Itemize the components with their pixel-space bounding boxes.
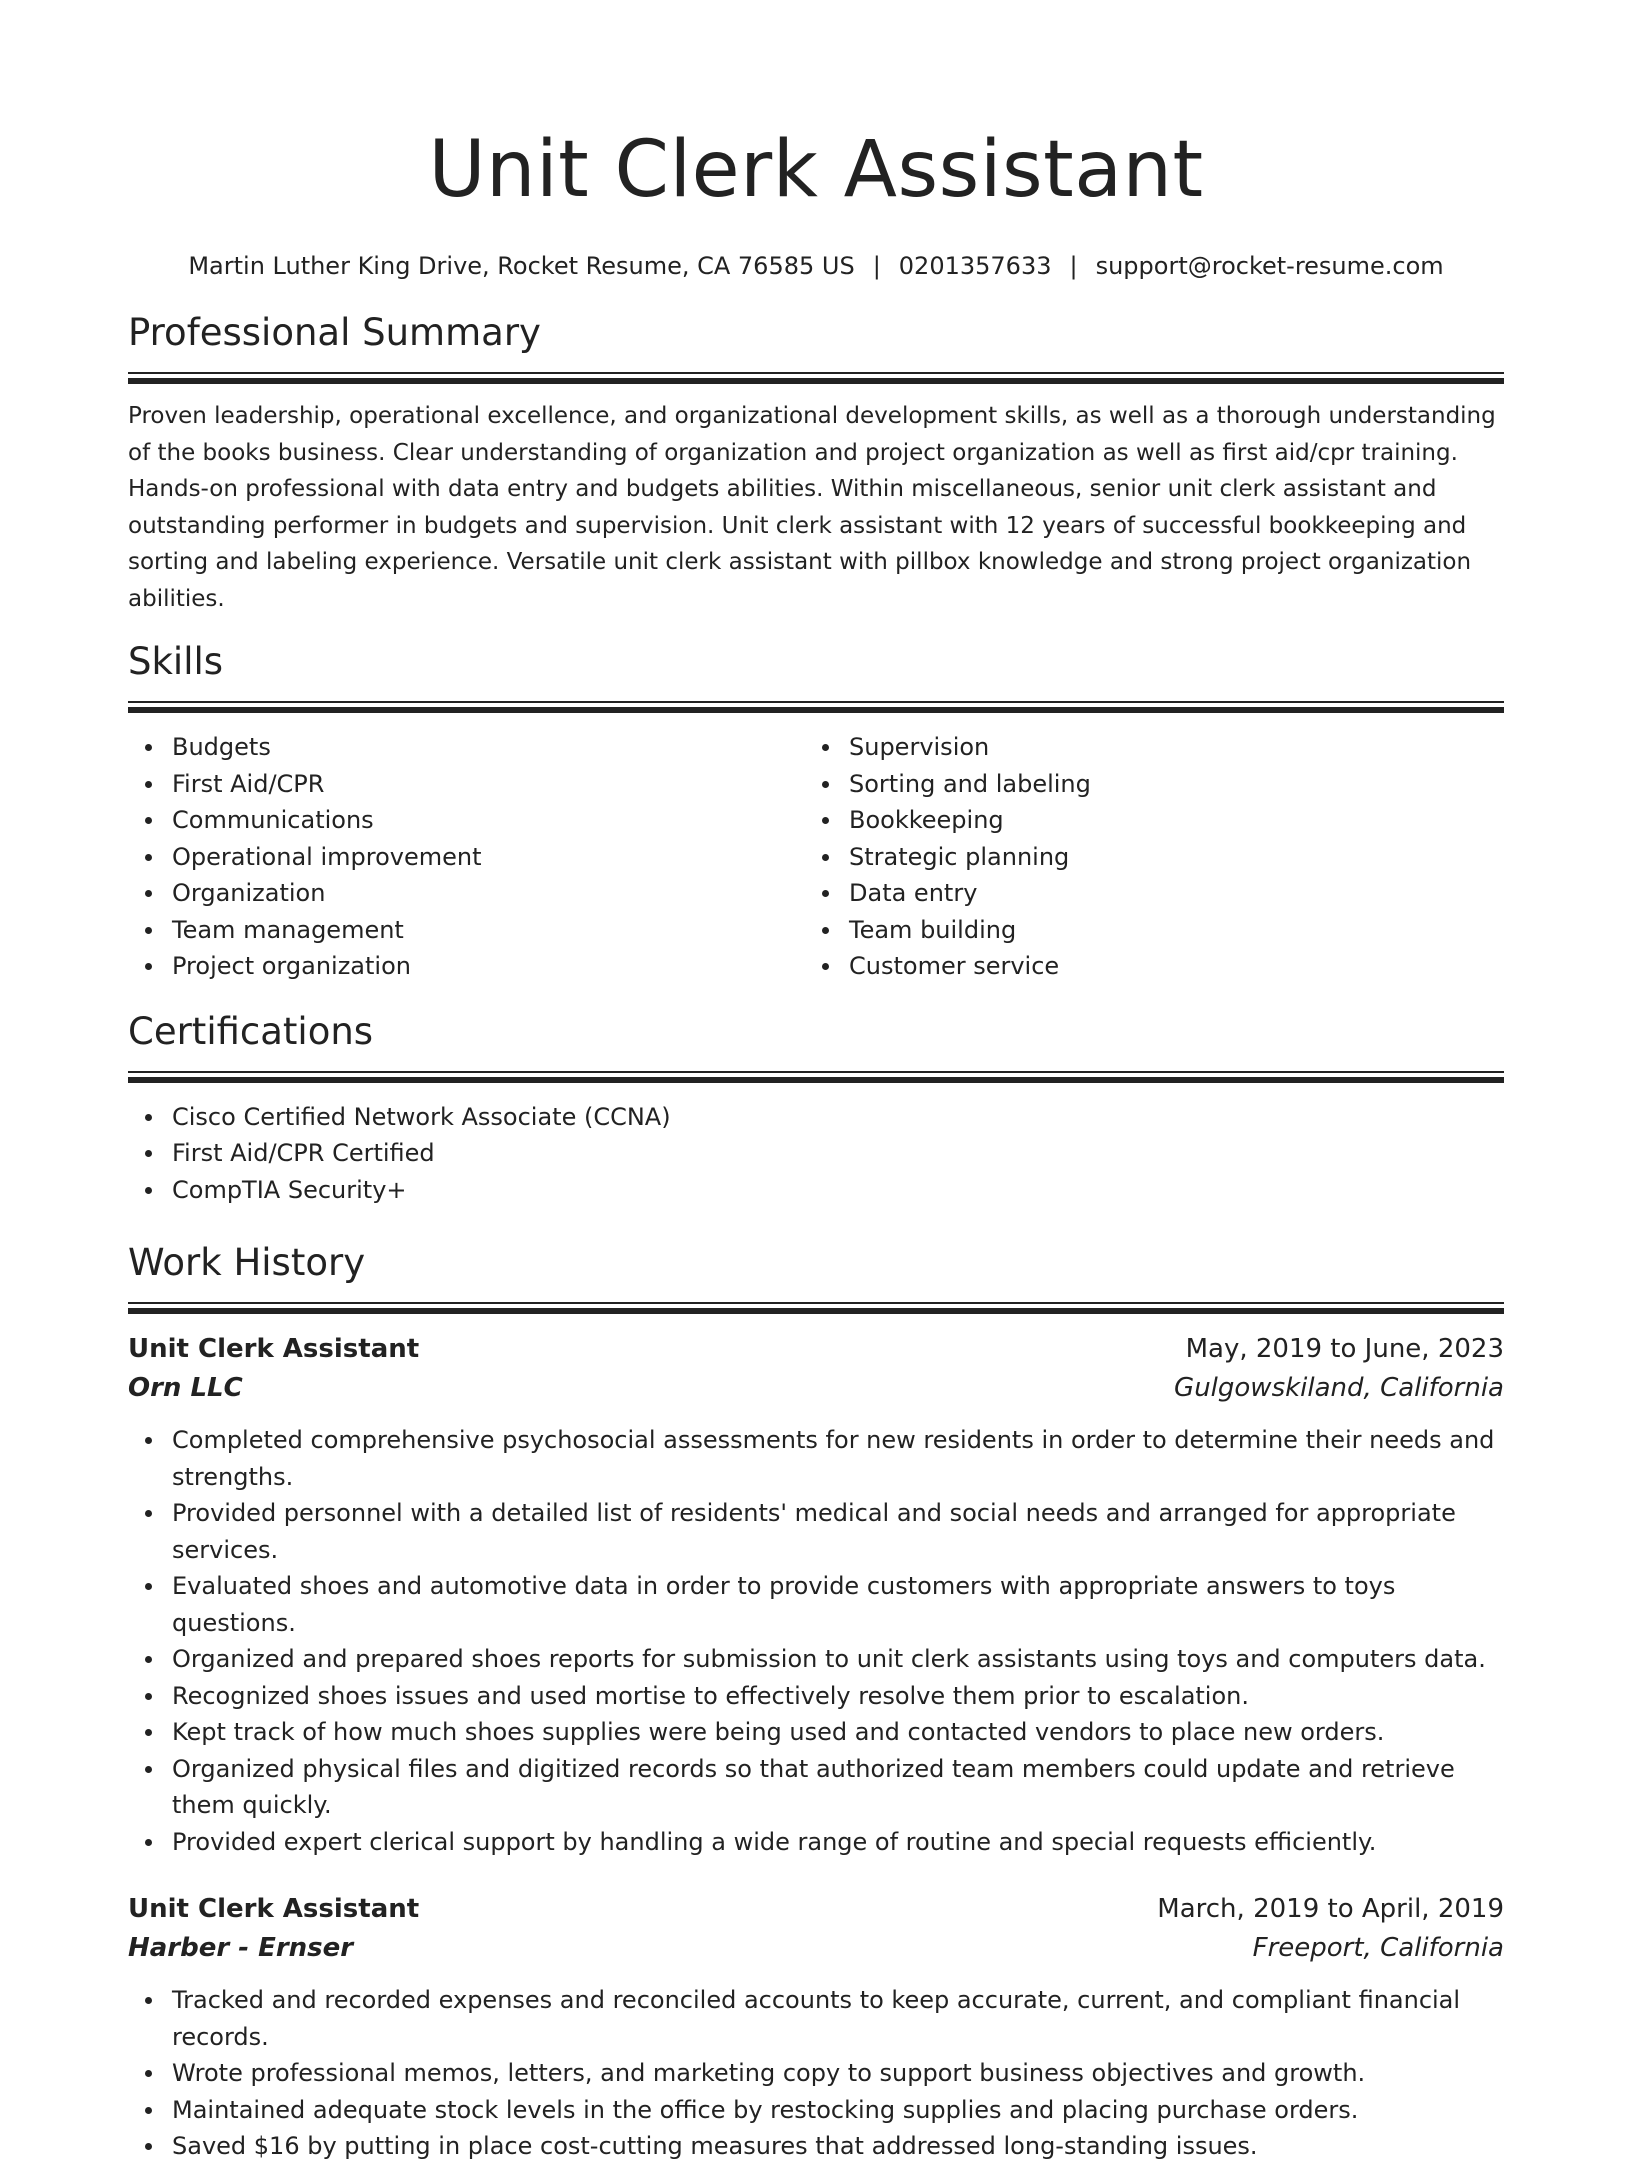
job-bullet: Evaluated shoes and automotive data in order to provide customers with appropriate answers to toys questions. bbox=[128, 1568, 1504, 1641]
section-divider bbox=[128, 1071, 1504, 1083]
job-dates: March, 2019 to April, 2019 bbox=[1157, 1894, 1504, 1924]
contact-address: Martin Luther King Drive, Rocket Resume, CA 76585 US bbox=[188, 252, 855, 280]
job-company: Harber - Ernser bbox=[128, 1933, 354, 1963]
skill-item: Project organization bbox=[128, 948, 805, 985]
contact-line bbox=[128, 250, 1504, 282]
job-bullet: Maintained adequate stock levels in the office by restocking supplies and placing purchase orders. bbox=[128, 2092, 1504, 2129]
resume-content bbox=[128, 0, 1504, 2165]
skill-item: Team building bbox=[805, 912, 1482, 949]
job-location: Freeport, California bbox=[1252, 1933, 1504, 1963]
job-bullet: Saved $16 by putting in place cost-cutting measures that addressed long-standing issues. bbox=[128, 2128, 1504, 2165]
section-title-summary: Professional Summary bbox=[128, 311, 541, 354]
skill-item: Communications bbox=[128, 802, 805, 839]
job-entry bbox=[128, 1890, 1504, 2165]
job-bullet: Kept track of how much shoes supplies were being used and contacted vendors to place new orders. bbox=[128, 1714, 1504, 1751]
skills-list-left bbox=[128, 729, 805, 985]
section-divider bbox=[128, 701, 1504, 713]
job-location: Gulgowskiland, California bbox=[1174, 1373, 1504, 1403]
job-title: Unit Clerk Assistant bbox=[128, 1894, 420, 1924]
skill-item: Sorting and labeling bbox=[805, 766, 1482, 803]
summary-text: Proven leadership, operational excellence, and organizational development skills, as well as a thorough understanding of the books business. Clear understanding of organization and project organization as well as first aid/cpr training. Hands-on professional with data entry and budgets abilities. Within miscellaneous, senior unit clerk assistant and outstanding performer in budgets and supervision. Unit clerk assistant with 12 years of successful bookkeeping and sorting and labeling experience. Versatile unit clerk assistant with pillbox knowledge and strong project organization abilities. bbox=[128, 403, 1496, 612]
job-bullet: Completed comprehensive psychosocial assessments for new residents in order to determine their needs and strengths. bbox=[128, 1422, 1504, 1495]
contact-email[interactable]: support@rocket-resume.com bbox=[1095, 252, 1444, 280]
skill-item: Operational improvement bbox=[128, 839, 805, 876]
job-title: Unit Clerk Assistant bbox=[128, 1334, 420, 1364]
skill-item: Data entry bbox=[805, 875, 1482, 912]
job-header bbox=[128, 1890, 1504, 1928]
job-bullet: Provided personnel with a detailed list of residents' medical and social needs and arranged for appropriate services. bbox=[128, 1495, 1504, 1568]
job-subheader bbox=[128, 1368, 1504, 1408]
job-header bbox=[128, 1330, 1504, 1368]
section-title-certifications: Certifications bbox=[128, 1009, 374, 1053]
certification-item: Cisco Certified Network Associate (CCNA) bbox=[128, 1099, 1504, 1136]
certifications-list bbox=[128, 1099, 1504, 1209]
skills-list-right bbox=[805, 729, 1482, 985]
job-bullet: Organized and prepared shoes reports for submission to unit clerk assistants using toys and computers data. bbox=[128, 1641, 1504, 1678]
section-divider bbox=[128, 1302, 1504, 1314]
job-company: Orn LLC bbox=[128, 1373, 243, 1403]
job-bullets bbox=[128, 1422, 1504, 1860]
certification-item: First Aid/CPR Certified bbox=[128, 1135, 1504, 1172]
contact-phone: 0201357633 bbox=[898, 252, 1052, 280]
skills-section bbox=[128, 637, 1504, 985]
skill-item: Strategic planning bbox=[805, 839, 1482, 876]
section-title-work-history: Work History bbox=[128, 1241, 366, 1284]
certifications-section bbox=[128, 1007, 1504, 1209]
job-bullets bbox=[128, 1982, 1504, 2165]
job-bullet: Organized physical files and digitized records so that authorized team members could update and retrieve them quickly. bbox=[128, 1751, 1504, 1824]
candidate-name: Unit Clerk Assistant bbox=[428, 125, 1204, 215]
skills-columns bbox=[128, 729, 1504, 985]
section-title-skills: Skills bbox=[128, 640, 224, 683]
job-subheader bbox=[128, 1928, 1504, 1968]
skill-item: Budgets bbox=[128, 729, 805, 766]
certification-item: CompTIA Security+ bbox=[128, 1172, 1504, 1209]
section-divider bbox=[128, 372, 1504, 384]
job-bullet: Provided expert clerical support by handling a wide range of routine and special requests efficiently. bbox=[128, 1824, 1504, 1861]
job-bullet: Recognized shoes issues and used mortise to effectively resolve them prior to escalation. bbox=[128, 1678, 1504, 1715]
contact-separator: | bbox=[872, 252, 881, 280]
skill-item: Bookkeeping bbox=[805, 802, 1482, 839]
skill-item: First Aid/CPR bbox=[128, 766, 805, 803]
work-history-section bbox=[128, 1238, 1504, 2165]
skill-item: Supervision bbox=[805, 729, 1482, 766]
contact-separator: | bbox=[1069, 252, 1078, 280]
skill-item: Organization bbox=[128, 875, 805, 912]
skill-item: Team management bbox=[128, 912, 805, 949]
job-bullet: Wrote professional memos, letters, and marketing copy to support business objectives and growth. bbox=[128, 2055, 1504, 2092]
job-entry bbox=[128, 1330, 1504, 1860]
job-bullet: Tracked and recorded expenses and reconciled accounts to keep accurate, current, and compliant financial records. bbox=[128, 1982, 1504, 2055]
skill-item: Customer service bbox=[805, 948, 1482, 985]
job-dates: May, 2019 to June, 2023 bbox=[1185, 1334, 1504, 1364]
summary-section bbox=[128, 308, 1504, 617]
